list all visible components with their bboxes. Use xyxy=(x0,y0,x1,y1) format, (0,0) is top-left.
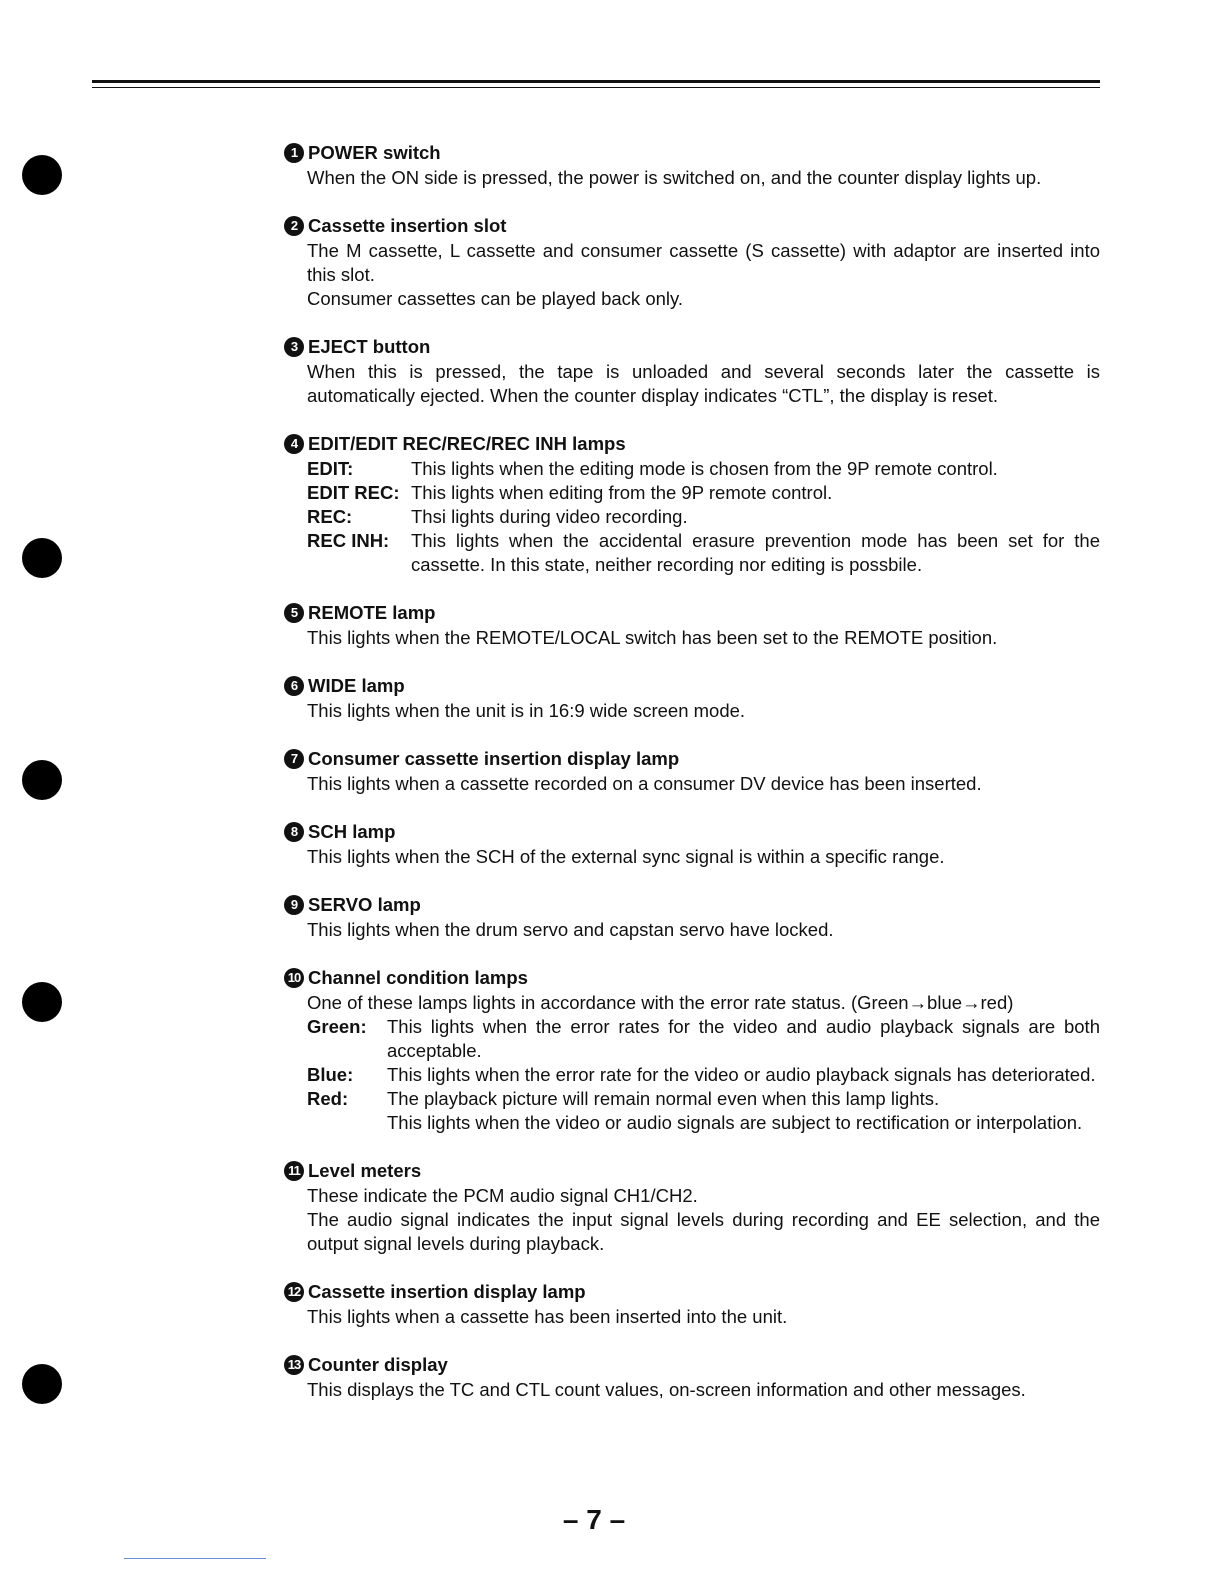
item-channel-condition-lamps xyxy=(284,965,1100,1135)
definition-term xyxy=(307,1111,387,1135)
header-rule-thin xyxy=(92,87,1100,88)
item-title: WIDE lamp xyxy=(308,675,405,696)
item-text: Consumer cassettes can be played back only. xyxy=(307,288,684,309)
definition-row xyxy=(307,1015,1100,1063)
item-text: This lights when a cassette has been inserted into the unit. xyxy=(307,1306,788,1327)
item-level-meters xyxy=(284,1158,1100,1256)
header-rule-thick xyxy=(92,80,1100,83)
definition-term: Red: xyxy=(307,1088,349,1109)
item-title: EJECT button xyxy=(308,336,431,357)
definition-text: This lights when editing from the 9P remote control. xyxy=(411,482,833,503)
footer-line xyxy=(124,1558,266,1559)
item-text: This displays the TC and CTL count values, on-screen information and other messages. xyxy=(307,1379,1026,1400)
item-cassette-insertion-display-lamp xyxy=(284,1279,1100,1329)
item-text: The audio signal indicates the input signal levels during recording and EE selection, and the output signal levels during playback. xyxy=(307,1209,1100,1254)
definition-text: This lights when the accidental erasure prevention mode has been set for the cassette. In this state, neither recording nor editing is possbile. xyxy=(411,530,1100,575)
definition-row xyxy=(307,1087,1100,1111)
definition-text: This lights when the error rate for the video or audio playback signals has deteriorated. xyxy=(387,1064,1096,1085)
number-badge: 10 xyxy=(284,968,304,988)
item-title: Counter display xyxy=(308,1354,448,1375)
item-edit-rec-lamps xyxy=(284,431,1100,577)
item-title: Level meters xyxy=(308,1160,422,1181)
binder-hole xyxy=(22,982,62,1022)
number-badge: 6 xyxy=(284,676,304,696)
item-sch-lamp xyxy=(284,819,1100,869)
definition-row xyxy=(307,505,1100,529)
item-title: REMOTE lamp xyxy=(308,602,436,623)
item-title: SERVO lamp xyxy=(308,894,421,915)
definition-row xyxy=(307,529,1100,577)
definition-text: The playback picture will remain normal even when this lamp lights. xyxy=(387,1088,940,1109)
item-title: SCH lamp xyxy=(308,821,396,842)
definition-row xyxy=(307,457,1100,481)
item-title: EDIT/EDIT REC/REC/REC INH lamps xyxy=(308,433,626,454)
binder-hole xyxy=(22,538,62,578)
number-badge: 12 xyxy=(284,1282,304,1302)
item-title: Cassette insertion slot xyxy=(308,215,507,236)
item-text: This lights when the SCH of the external sync signal is within a specific range. xyxy=(307,846,945,867)
item-consumer-cassette-lamp xyxy=(284,746,1100,796)
item-text: This lights when a cassette recorded on a consumer DV device has been inserted. xyxy=(307,773,982,794)
item-remote-lamp xyxy=(284,600,1100,650)
item-servo-lamp xyxy=(284,892,1100,942)
item-counter-display xyxy=(284,1352,1100,1402)
definition-term: EDIT REC: xyxy=(307,482,400,503)
definition-term: EDIT: xyxy=(307,458,354,479)
definition-term: REC INH: xyxy=(307,530,390,551)
definition-term: Blue: xyxy=(307,1064,354,1085)
number-badge: 5 xyxy=(284,603,304,623)
item-cassette-insertion-slot xyxy=(284,213,1100,311)
definition-term: REC: xyxy=(307,506,353,527)
binder-hole xyxy=(22,1364,62,1404)
item-wide-lamp xyxy=(284,673,1100,723)
definition-term: Green: xyxy=(307,1016,367,1037)
item-title: Consumer cassette insertion display lamp xyxy=(308,748,680,769)
number-badge: 4 xyxy=(284,434,304,454)
item-text: This lights when the unit is in 16:9 wide screen mode. xyxy=(307,700,746,721)
definition-row xyxy=(307,481,1100,505)
binder-hole xyxy=(22,760,62,800)
number-badge: 7 xyxy=(284,749,304,769)
definition-row xyxy=(307,1063,1100,1087)
definition-row xyxy=(307,1111,1100,1135)
number-badge: 3 xyxy=(284,337,304,357)
definition-text: This lights when the video or audio signals are subject to rectification or interpolation. xyxy=(387,1112,1083,1133)
page-number: – 7 – xyxy=(562,1504,626,1535)
item-title: POWER switch xyxy=(308,142,441,163)
item-title: Cassette insertion display lamp xyxy=(308,1281,586,1302)
item-text: The M cassette, L cassette and consumer cassette (S cassette) with adaptor are inserted into this slot. xyxy=(307,240,1100,285)
number-badge: 2 xyxy=(284,216,304,236)
item-text: When this is pressed, the tape is unloaded and several seconds later the cassette is automatically ejected. When the counter display indicates “CTL”, the display is reset. xyxy=(307,361,1100,406)
item-list xyxy=(284,140,1100,1425)
definition-text: Thsi lights during video recording. xyxy=(411,506,688,527)
item-eject-button xyxy=(284,334,1100,408)
number-badge: 13 xyxy=(284,1355,304,1375)
binder-hole xyxy=(22,155,62,195)
item-text: This lights when the REMOTE/LOCAL switch has been set to the REMOTE position. xyxy=(307,627,998,648)
number-badge: 11 xyxy=(284,1161,304,1181)
definition-text: This lights when the editing mode is chosen from the 9P remote control. xyxy=(411,458,998,479)
number-badge: 8 xyxy=(284,822,304,842)
item-text: When the ON side is pressed, the power is switched on, and the counter display lights up. xyxy=(307,167,1042,188)
item-title: Channel condition lamps xyxy=(308,967,528,988)
number-badge: 1 xyxy=(284,143,304,163)
definition-text: This lights when the error rates for the video and audio playback signals are both acceptable. xyxy=(387,1016,1100,1061)
item-power-switch xyxy=(284,140,1100,190)
item-text: These indicate the PCM audio signal CH1/CH2. xyxy=(307,1185,698,1206)
number-badge: 9 xyxy=(284,895,304,915)
item-text: This lights when the drum servo and capstan servo have locked. xyxy=(307,919,834,940)
item-text: One of these lamps lights in accordance with the error rate status. (Green→blue→red) xyxy=(307,992,1014,1013)
